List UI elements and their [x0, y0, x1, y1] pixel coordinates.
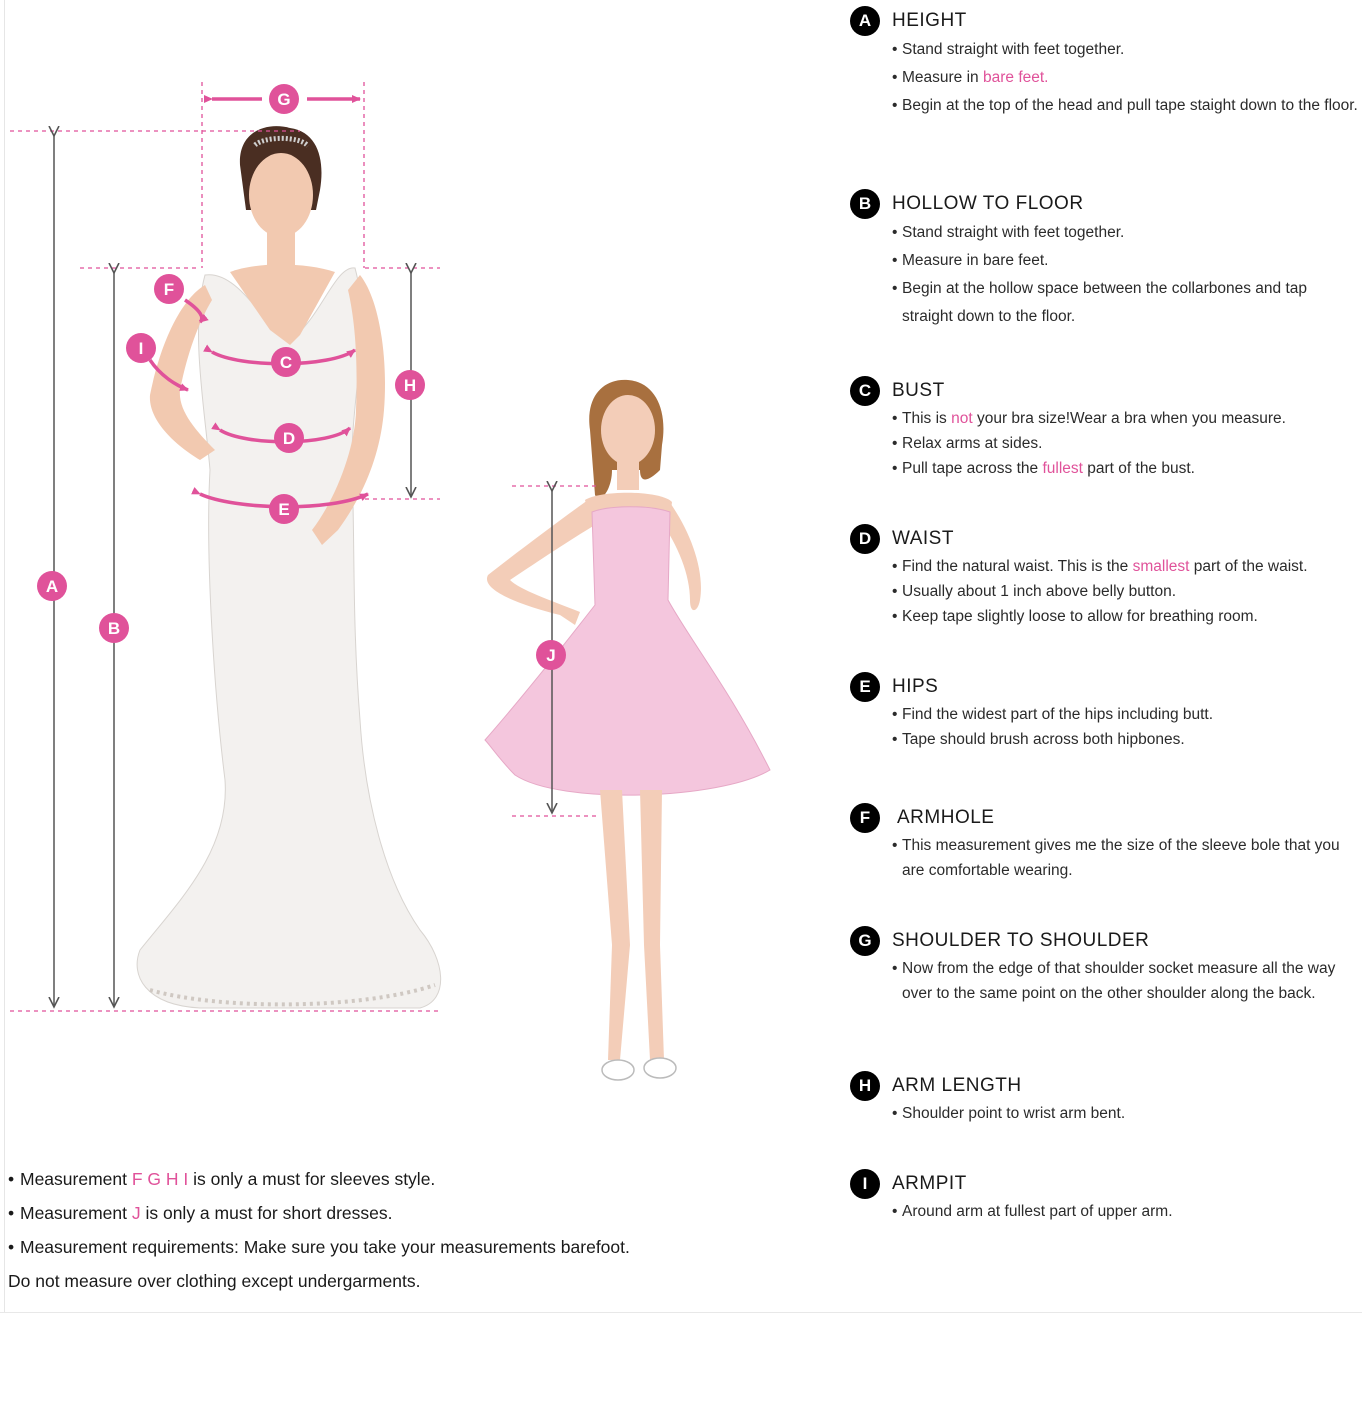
note-highlight: F G H I	[131, 1169, 189, 1189]
step-bullet	[850, 64, 1362, 92]
label-f-text: F	[163, 280, 175, 299]
label-g-text: G	[277, 90, 291, 109]
label-b	[99, 613, 129, 643]
note-text: Measurement	[20, 1203, 132, 1223]
step-height	[850, 6, 1362, 120]
step-bullets	[850, 219, 1362, 331]
step-bullet	[850, 702, 1362, 727]
step-armhole	[850, 803, 1362, 883]
label-g	[269, 84, 299, 114]
bride-model	[137, 126, 441, 1008]
bullet-text: Stand straight with feet together.	[902, 224, 1125, 241]
bullet-text: Measure in bare feet.	[902, 252, 1049, 269]
bullet-text: Pull tape across the	[902, 460, 1043, 477]
step-title: HEIGHT	[892, 10, 967, 31]
bullet-text: This is	[902, 410, 952, 427]
step-arm-length	[850, 1071, 1362, 1126]
label-e	[269, 494, 299, 524]
highlight-text: smallest	[1132, 558, 1190, 575]
bride-gown	[137, 268, 441, 1008]
note-text: Measurement requirements: Make sure you take your measurements barefoot.	[20, 1237, 630, 1257]
label-h	[395, 370, 425, 400]
bullet-text: Measure in	[902, 69, 983, 86]
bride-face	[249, 153, 313, 237]
step-badge: D	[850, 524, 880, 554]
bullet-text: Relax arms at sides.	[902, 435, 1043, 452]
bullet-text: part of the bust.	[1082, 460, 1195, 477]
bullet-text: Begin at the top of the head and pull tape staight down to the floor.	[902, 97, 1358, 114]
step-hips	[850, 672, 1362, 752]
bottom-divider	[0, 1312, 1362, 1313]
note-text: is only a must for sleeves style.	[188, 1169, 436, 1189]
note-sleeves: • Measurement F G H I is only a must for sleeves style.	[8, 1169, 436, 1189]
label-c-text: C	[279, 353, 293, 372]
step-title: HIPS	[892, 676, 939, 697]
step-bullet	[850, 956, 1362, 1006]
bullet-text: Begin at the hollow space between the collarbones and tap straight down to the floor.	[902, 280, 1308, 325]
step-bullet	[850, 92, 1362, 120]
step-title: WAIST	[892, 528, 954, 549]
step-title: ARMPIT	[892, 1173, 967, 1194]
girl-leg-left	[600, 790, 630, 1060]
bullet-text: Around arm at fullest part of upper arm.	[902, 1203, 1173, 1220]
label-i	[126, 333, 156, 363]
step-badge: F	[850, 803, 880, 833]
label-j	[536, 640, 566, 670]
step-bullet	[850, 456, 1362, 481]
step-waist	[850, 524, 1362, 629]
step-bullets	[850, 1199, 1362, 1224]
bullet-text: Find the widest part of the hips including butt.	[902, 706, 1214, 723]
bullet-text: Find the natural waist. This is the	[902, 558, 1133, 575]
girl-face	[601, 395, 655, 465]
bullet-text: Usually about 1 inch above belly button.	[902, 583, 1177, 600]
step-bullet	[850, 554, 1362, 579]
label-f	[154, 274, 184, 304]
step-badge: C	[850, 376, 880, 406]
step-badge: E	[850, 672, 880, 702]
step-badge: I	[850, 1169, 880, 1199]
step-bullet	[850, 275, 1362, 331]
step-bullets	[850, 554, 1362, 629]
step-bullets	[850, 702, 1362, 752]
step-bullet	[850, 431, 1362, 456]
label-j-text: J	[546, 646, 556, 665]
step-bullet	[850, 727, 1362, 752]
label-e-text: E	[278, 500, 290, 519]
step-badge: G	[850, 926, 880, 956]
bullet-text: Keep tape slightly loose to allow for breathing room.	[902, 608, 1258, 625]
girl-shoe-left	[602, 1060, 634, 1080]
step-bullets	[850, 1101, 1362, 1126]
step-bullet	[850, 1101, 1362, 1126]
bullet-text: Tape should brush across both hipbones.	[902, 731, 1185, 748]
step-badge: B	[850, 189, 880, 219]
bullet-text: Now from the edge of that shoulder socket measure all the way over to the same point on the other shoulder along the back.	[902, 960, 1336, 1002]
step-hollow-to-floor	[850, 189, 1362, 331]
highlight-text: bare feet.	[982, 69, 1049, 86]
notes-block	[8, 1162, 768, 1298]
label-a	[37, 571, 67, 601]
note-requirements: • Measurement requirements: Make sure you take your measurements barefoot.	[8, 1237, 630, 1257]
step-bullets	[850, 36, 1362, 120]
bullet-text: Shoulder point to wrist arm bent.	[902, 1105, 1126, 1122]
step-bullet	[850, 1199, 1362, 1224]
step-bullets	[850, 956, 1362, 1006]
step-title: ARM LENGTH	[892, 1075, 1022, 1096]
step-title: SHOULDER TO SHOULDER	[892, 930, 1150, 951]
step-bullets	[850, 406, 1362, 481]
note-highlight: J	[131, 1203, 141, 1223]
label-a-text: A	[45, 577, 59, 596]
step-title: BUST	[892, 380, 945, 401]
step-bullet	[850, 247, 1362, 275]
step-armpit	[850, 1169, 1362, 1224]
label-c	[271, 347, 301, 377]
highlight-text: not	[951, 410, 973, 427]
bullet-text: your bra size!Wear a bra when you measure.	[972, 410, 1286, 427]
step-title: HOLLOW TO FLOOR	[892, 193, 1084, 214]
label-b-text: B	[107, 619, 121, 638]
step-shoulder-to-shoulder	[850, 926, 1362, 1006]
label-i-text: I	[138, 339, 144, 358]
label-d	[274, 423, 304, 453]
step-bullet	[850, 219, 1362, 247]
label-h-text: H	[403, 376, 417, 395]
note-text: Do not measure over clothing except undergarments.	[8, 1271, 421, 1291]
girl-arm-left	[487, 500, 595, 625]
step-bullet	[850, 406, 1362, 431]
step-badge: H	[850, 1071, 880, 1101]
step-bullet	[850, 604, 1362, 629]
bullet-text: This measurement gives me the size of the sleeve bole that you are comfortable wearing.	[902, 837, 1340, 879]
note-text: Measurement	[20, 1169, 132, 1189]
bullet-text: Stand straight with feet together.	[902, 41, 1125, 58]
bullet-text: part of the waist.	[1189, 558, 1308, 575]
step-badge: A	[850, 6, 880, 36]
girl-leg-right	[640, 790, 664, 1060]
step-bullets	[850, 833, 1362, 883]
step-bullet	[850, 36, 1362, 64]
label-d-text: D	[282, 429, 296, 448]
step-bust	[850, 376, 1362, 481]
girl-shoe-right	[644, 1058, 676, 1078]
short-dress-model	[485, 380, 770, 1080]
step-bullet	[850, 579, 1362, 604]
note-short-dresses: • Measurement J is only a must for short dresses.	[8, 1203, 393, 1223]
step-bullet	[850, 833, 1362, 883]
step-title: ARMHOLE	[897, 807, 995, 828]
note-requirements-cont	[8, 1264, 768, 1298]
note-text: is only a must for short dresses.	[140, 1203, 393, 1223]
highlight-text: fullest	[1042, 460, 1083, 477]
